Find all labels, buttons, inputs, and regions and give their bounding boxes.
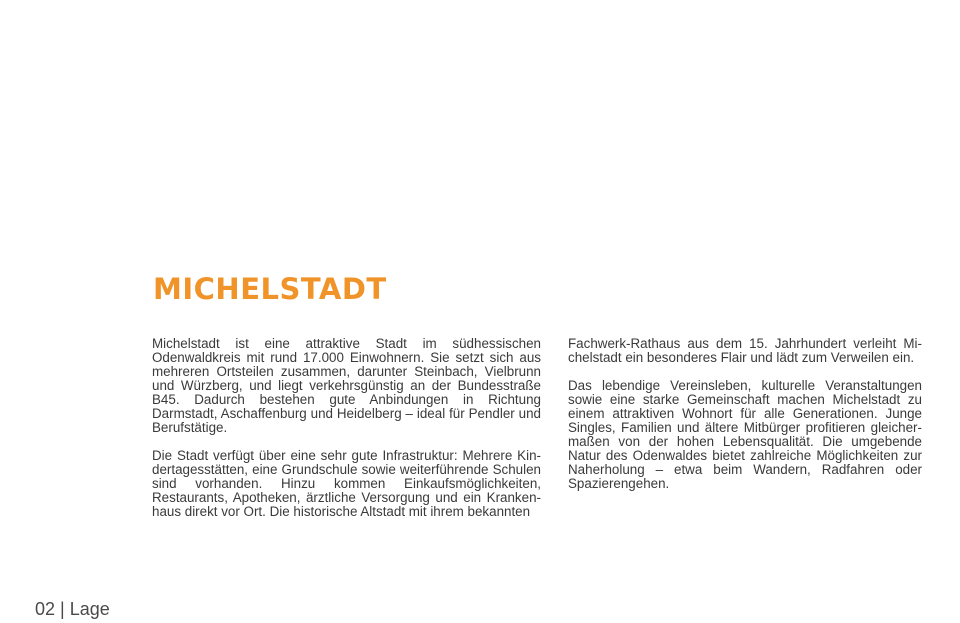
page-title: MICHELSTADT <box>153 272 387 306</box>
text-column-right <box>568 337 922 505</box>
paragraph: Michelstadt ist eine attraktive Stadt im südhessischen Odenwaldkreis mit rund 17.000 Einwohnern. Sie setzt sich aus mehreren Ortsteilen zusammen, darunter Steinbach, Vielbrunn und Würzberg, und liegt verkehrsgünstig an der Bundesstraße B45. Dadurch bestehen gute Anbindungen in Richtung Darmstadt, Aschaffenburg und Heidelberg – ideal für Pendler und Berufstätige. <box>152 336 541 435</box>
paragraph: Das lebendige Vereinsleben, kulturelle Veranstaltungen sowie eine starke Gemeinschaft machen Michelstadt zu einem attraktiven Wohnort für alle Generationen. Junge Singles, Familien und ältere Mitbürger profitieren gleichermaßen von der hohen Lebensqualität. Die umgebende Natur des Odenwaldes bietet zahlreiche Möglichkeiten zur Naherholung – etwa beim Wandern, Radfahren oder Spazierengehen. <box>568 378 922 491</box>
paragraph: Fachwerk-Rathaus aus dem 15. Jahrhundert verleiht Michelstadt ein besonderes Flair und lädt zum Verweilen ein. <box>568 336 922 365</box>
page-footer: 02 | Lage <box>35 599 110 619</box>
paragraph: Die Stadt verfügt über eine sehr gute Infrastruktur: Mehrere Kindertagesstätten, eine Grundschule sowie weiterführende Schulen sind vorhanden. Hinzu kommen Einkaufsmöglichkeiten, Restaurants, Apotheken, ärztliche Versorgung und ein Krankenhaus direkt vor Ort. Die historische Altstadt mit ihrem bekannten <box>152 448 541 519</box>
text-column-left <box>152 337 541 533</box>
